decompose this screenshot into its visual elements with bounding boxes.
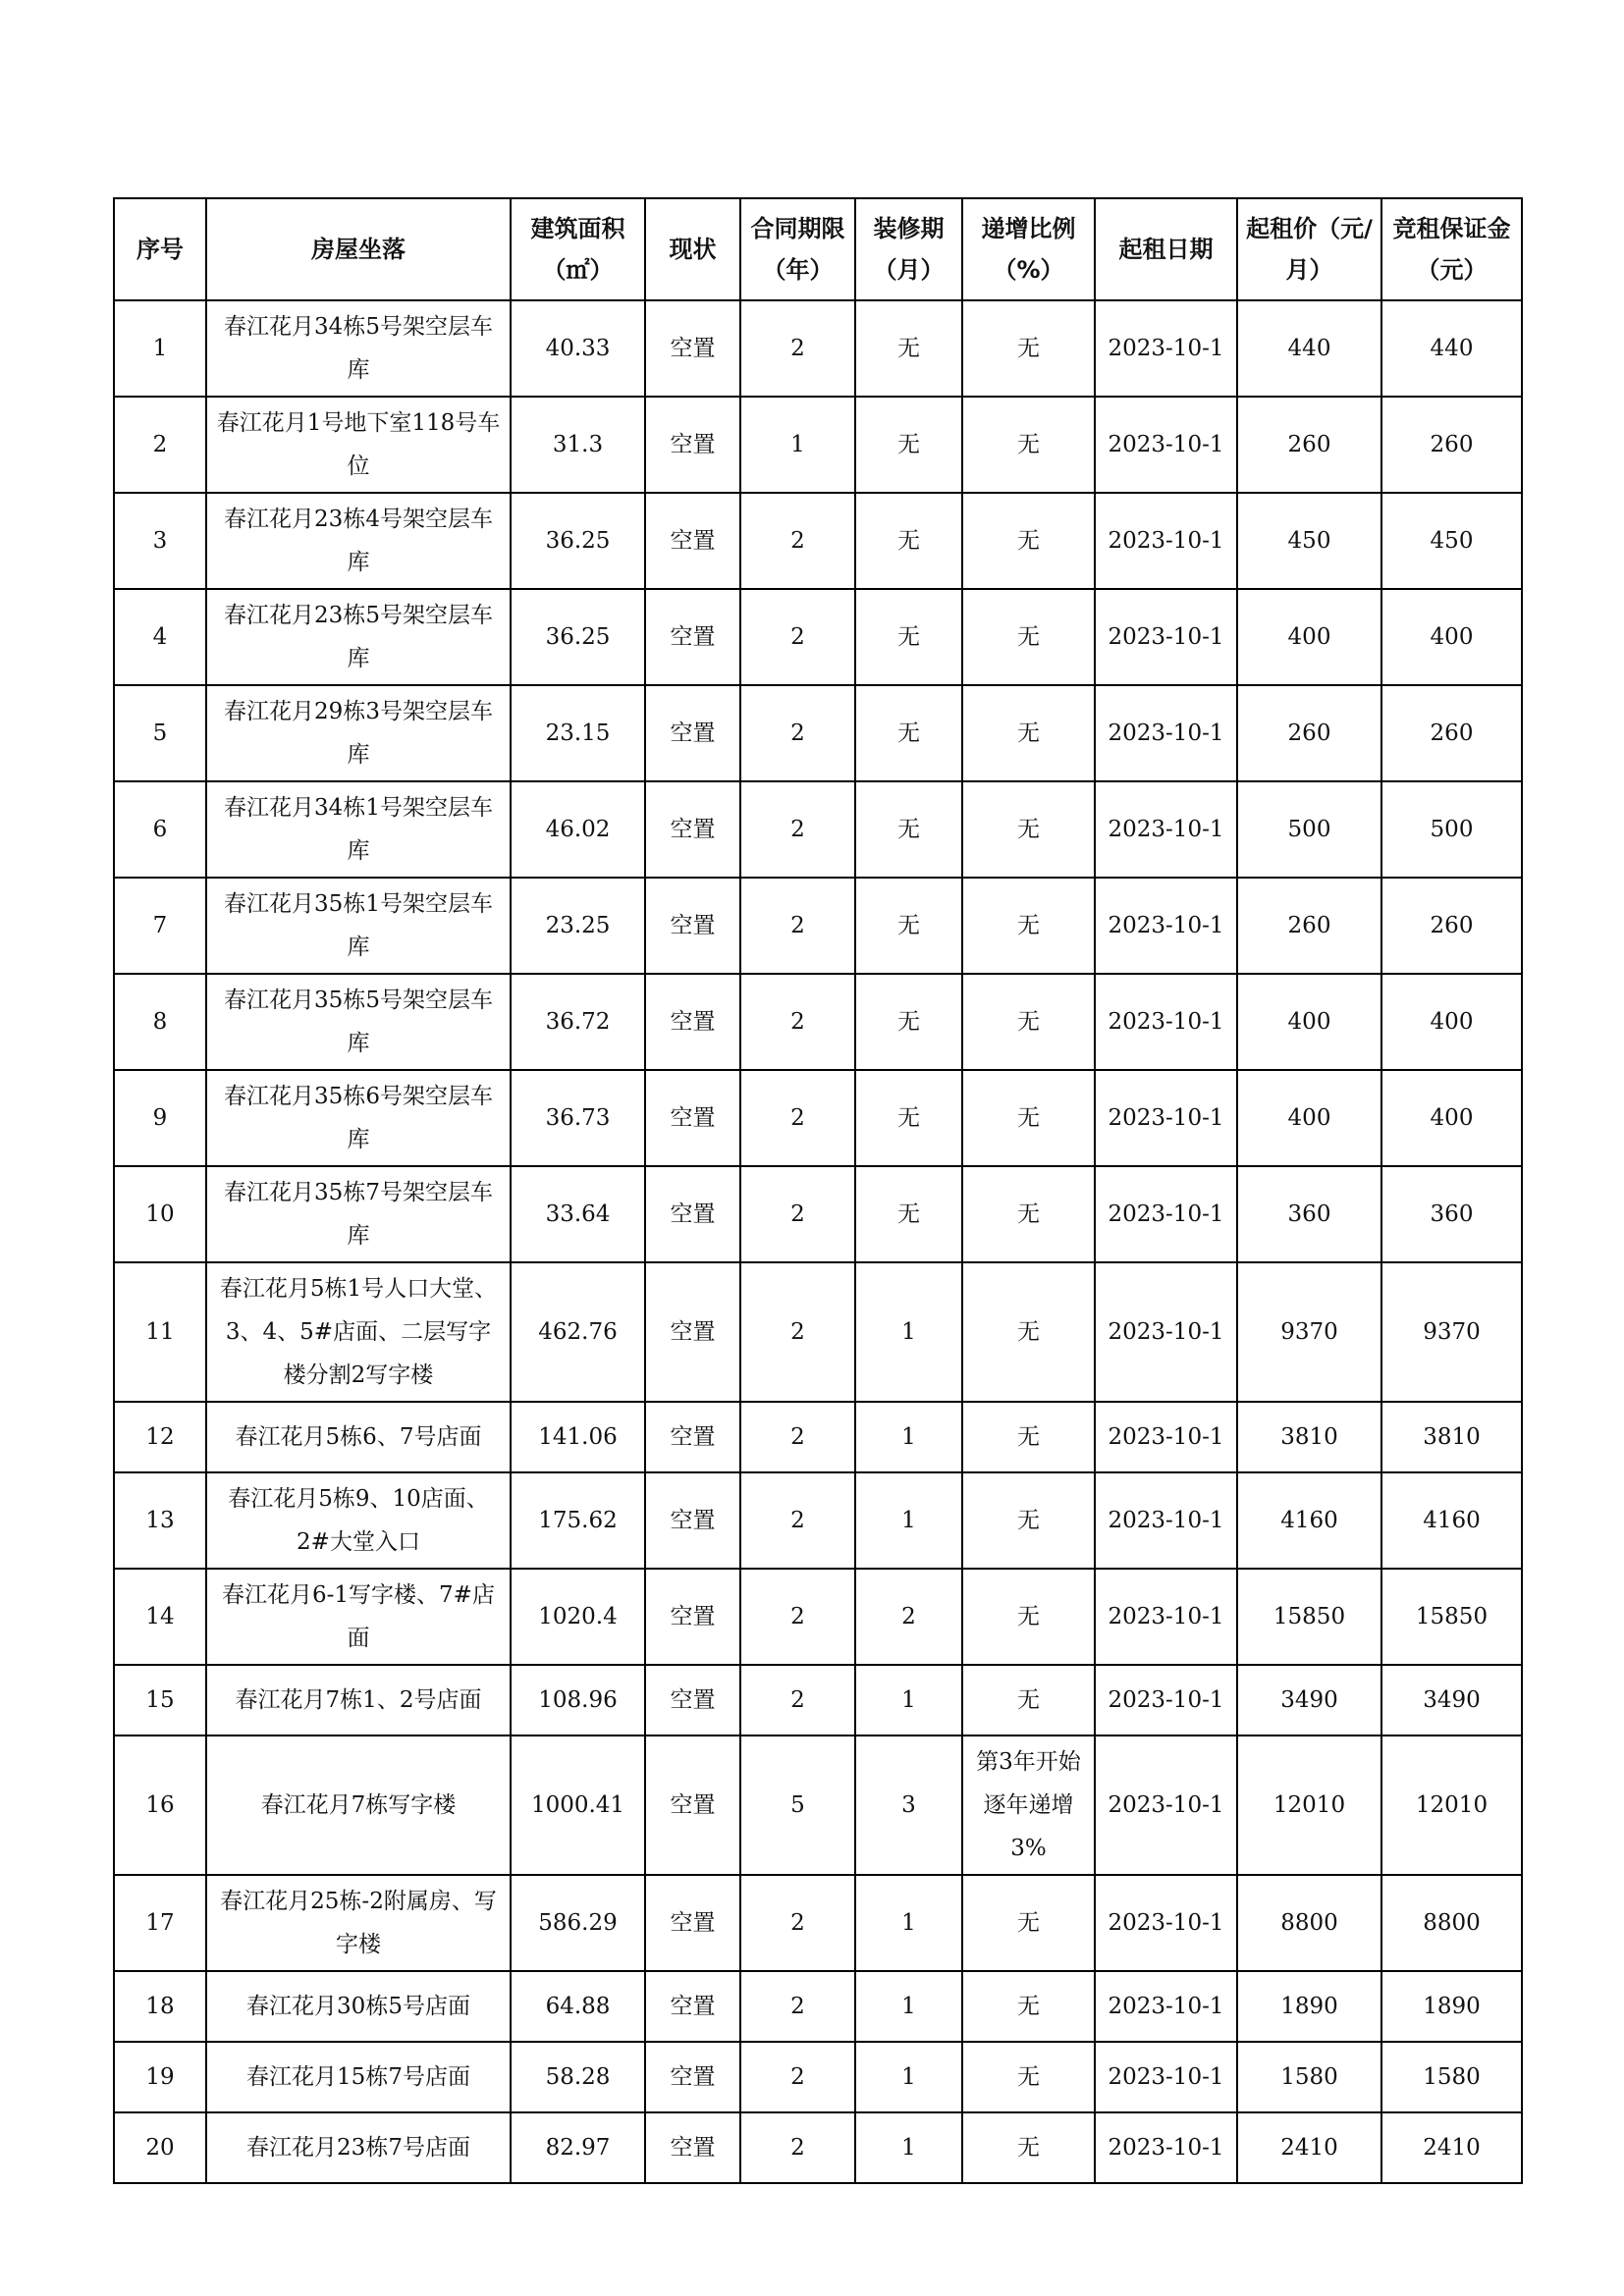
header-index: 序号: [114, 198, 206, 300]
cell-status: 空置: [645, 974, 740, 1070]
cell-starting-rent: 9370: [1237, 1262, 1381, 1402]
cell-increase-ratio: 第3年开始逐年递增3%: [962, 1735, 1095, 1875]
header-location: 房屋坐落: [206, 198, 511, 300]
cell-area: 1020.4: [511, 1569, 645, 1665]
cell-status: 空置: [645, 1735, 740, 1875]
cell-location: 春江花月7栋1、2号店面: [206, 1665, 511, 1735]
cell-starting-rent: 3810: [1237, 1402, 1381, 1472]
table-row: [114, 2042, 1522, 2112]
cell-renovation-period: 1: [855, 1875, 962, 1971]
cell-renovation-period: 无: [855, 685, 962, 781]
rental-listing-table: [113, 197, 1523, 2184]
cell-deposit: 500: [1381, 781, 1522, 878]
header-contract-term: 合同期限（年）: [740, 198, 855, 300]
cell-index: 16: [114, 1735, 206, 1875]
header-status: 现状: [645, 198, 740, 300]
cell-area: 46.02: [511, 781, 645, 878]
cell-index: 5: [114, 685, 206, 781]
cell-renovation-period: 无: [855, 300, 962, 397]
cell-location: 春江花月7栋写字楼: [206, 1735, 511, 1875]
cell-contract-term: 2: [740, 589, 855, 685]
cell-start-date: 2023-10-1: [1095, 1070, 1237, 1166]
cell-contract-term: 2: [740, 974, 855, 1070]
cell-renovation-period: 无: [855, 589, 962, 685]
cell-area: 36.73: [511, 1070, 645, 1166]
cell-index: 13: [114, 1472, 206, 1569]
table-row: [114, 685, 1522, 781]
cell-renovation-period: 1: [855, 1402, 962, 1472]
table-row: [114, 1569, 1522, 1665]
cell-status: 空置: [645, 1070, 740, 1166]
cell-start-date: 2023-10-1: [1095, 781, 1237, 878]
cell-location: 春江花月35栋7号架空层车库: [206, 1166, 511, 1262]
header-renovation-period: 装修期（月）: [855, 198, 962, 300]
cell-area: 31.3: [511, 397, 645, 493]
cell-deposit: 400: [1381, 974, 1522, 1070]
table-row: [114, 300, 1522, 397]
cell-status: 空置: [645, 1402, 740, 1472]
cell-area: 40.33: [511, 300, 645, 397]
cell-area: 141.06: [511, 1402, 645, 1472]
cell-increase-ratio: 无: [962, 1665, 1095, 1735]
cell-starting-rent: 450: [1237, 493, 1381, 589]
cell-location: 春江花月25栋-2附属房、写字楼: [206, 1875, 511, 1971]
cell-renovation-period: 2: [855, 1569, 962, 1665]
header-area: 建筑面积（㎡）: [511, 198, 645, 300]
cell-contract-term: 1: [740, 397, 855, 493]
cell-status: 空置: [645, 589, 740, 685]
cell-location: 春江花月15栋7号店面: [206, 2042, 511, 2112]
cell-renovation-period: 1: [855, 2042, 962, 2112]
cell-index: 19: [114, 2042, 206, 2112]
cell-status: 空置: [645, 685, 740, 781]
cell-start-date: 2023-10-1: [1095, 974, 1237, 1070]
cell-location: 春江花月35栋5号架空层车库: [206, 974, 511, 1070]
cell-starting-rent: 400: [1237, 974, 1381, 1070]
cell-start-date: 2023-10-1: [1095, 1262, 1237, 1402]
cell-location: 春江花月30栋5号店面: [206, 1971, 511, 2042]
cell-index: 11: [114, 1262, 206, 1402]
cell-start-date: 2023-10-1: [1095, 1665, 1237, 1735]
cell-deposit: 260: [1381, 685, 1522, 781]
cell-increase-ratio: 无: [962, 2112, 1095, 2183]
cell-increase-ratio: 无: [962, 493, 1095, 589]
cell-increase-ratio: 无: [962, 685, 1095, 781]
cell-index: 2: [114, 397, 206, 493]
cell-contract-term: 2: [740, 878, 855, 974]
cell-status: 空置: [645, 1875, 740, 1971]
cell-increase-ratio: 无: [962, 781, 1095, 878]
cell-renovation-period: 无: [855, 493, 962, 589]
table-row: [114, 1971, 1522, 2042]
cell-status: 空置: [645, 1262, 740, 1402]
cell-starting-rent: 260: [1237, 878, 1381, 974]
cell-index: 15: [114, 1665, 206, 1735]
table-row: [114, 1262, 1522, 1402]
cell-increase-ratio: 无: [962, 1262, 1095, 1402]
cell-start-date: 2023-10-1: [1095, 1472, 1237, 1569]
cell-contract-term: 2: [740, 781, 855, 878]
cell-start-date: 2023-10-1: [1095, 589, 1237, 685]
table-row: [114, 974, 1522, 1070]
cell-start-date: 2023-10-1: [1095, 1971, 1237, 2042]
cell-deposit: 3490: [1381, 1665, 1522, 1735]
cell-starting-rent: 3490: [1237, 1665, 1381, 1735]
cell-location: 春江花月23栋4号架空层车库: [206, 493, 511, 589]
cell-contract-term: 2: [740, 2112, 855, 2183]
cell-starting-rent: 12010: [1237, 1735, 1381, 1875]
cell-starting-rent: 260: [1237, 397, 1381, 493]
cell-renovation-period: 无: [855, 1166, 962, 1262]
cell-area: 33.64: [511, 1166, 645, 1262]
cell-contract-term: 2: [740, 1472, 855, 1569]
cell-renovation-period: 1: [855, 1472, 962, 1569]
cell-location: 春江花月23栋5号架空层车库: [206, 589, 511, 685]
cell-area: 1000.41: [511, 1735, 645, 1875]
cell-index: 12: [114, 1402, 206, 1472]
cell-contract-term: 2: [740, 1402, 855, 1472]
table-row: [114, 781, 1522, 878]
cell-contract-term: 2: [740, 300, 855, 397]
cell-status: 空置: [645, 397, 740, 493]
cell-starting-rent: 1890: [1237, 1971, 1381, 2042]
cell-deposit: 1580: [1381, 2042, 1522, 2112]
cell-location: 春江花月35栋6号架空层车库: [206, 1070, 511, 1166]
cell-deposit: 8800: [1381, 1875, 1522, 1971]
cell-renovation-period: 1: [855, 2112, 962, 2183]
table-row: [114, 397, 1522, 493]
cell-index: 4: [114, 589, 206, 685]
cell-contract-term: 2: [740, 1665, 855, 1735]
cell-location: 春江花月23栋7号店面: [206, 2112, 511, 2183]
cell-increase-ratio: 无: [962, 589, 1095, 685]
cell-location: 春江花月35栋1号架空层车库: [206, 878, 511, 974]
cell-area: 175.62: [511, 1472, 645, 1569]
cell-area: 82.97: [511, 2112, 645, 2183]
cell-renovation-period: 3: [855, 1735, 962, 1875]
cell-index: 1: [114, 300, 206, 397]
cell-deposit: 15850: [1381, 1569, 1522, 1665]
cell-renovation-period: 无: [855, 397, 962, 493]
cell-location: 春江花月5栋9、10店面、2#大堂入口: [206, 1472, 511, 1569]
table-row: [114, 1070, 1522, 1166]
cell-increase-ratio: 无: [962, 397, 1095, 493]
cell-deposit: 2410: [1381, 2112, 1522, 2183]
cell-contract-term: 2: [740, 685, 855, 781]
cell-status: 空置: [645, 2112, 740, 2183]
cell-status: 空置: [645, 493, 740, 589]
cell-status: 空置: [645, 2042, 740, 2112]
cell-area: 36.25: [511, 493, 645, 589]
cell-contract-term: 2: [740, 2042, 855, 2112]
cell-start-date: 2023-10-1: [1095, 300, 1237, 397]
rental-listing-table-container: [113, 197, 1521, 2184]
cell-increase-ratio: 无: [962, 1875, 1095, 1971]
cell-starting-rent: 500: [1237, 781, 1381, 878]
table-row: [114, 878, 1522, 974]
cell-status: 空置: [645, 300, 740, 397]
cell-starting-rent: 15850: [1237, 1569, 1381, 1665]
cell-deposit: 260: [1381, 878, 1522, 974]
cell-contract-term: 2: [740, 1166, 855, 1262]
cell-index: 20: [114, 2112, 206, 2183]
cell-index: 17: [114, 1875, 206, 1971]
cell-area: 23.15: [511, 685, 645, 781]
cell-starting-rent: 1580: [1237, 2042, 1381, 2112]
cell-area: 58.28: [511, 2042, 645, 2112]
header-deposit: 竞租保证金（元）: [1381, 198, 1522, 300]
cell-start-date: 2023-10-1: [1095, 878, 1237, 974]
cell-status: 空置: [645, 1166, 740, 1262]
cell-contract-term: 5: [740, 1735, 855, 1875]
cell-renovation-period: 1: [855, 1262, 962, 1402]
cell-index: 6: [114, 781, 206, 878]
cell-contract-term: 2: [740, 1262, 855, 1402]
cell-area: 36.25: [511, 589, 645, 685]
cell-status: 空置: [645, 781, 740, 878]
cell-contract-term: 2: [740, 1875, 855, 1971]
cell-starting-rent: 2410: [1237, 2112, 1381, 2183]
cell-increase-ratio: 无: [962, 1569, 1095, 1665]
table-body: [114, 300, 1522, 2183]
cell-renovation-period: 无: [855, 974, 962, 1070]
cell-area: 23.25: [511, 878, 645, 974]
cell-index: 8: [114, 974, 206, 1070]
cell-index: 7: [114, 878, 206, 974]
cell-location: 春江花月34栋5号架空层车库: [206, 300, 511, 397]
cell-increase-ratio: 无: [962, 1070, 1095, 1166]
cell-location: 春江花月34栋1号架空层车库: [206, 781, 511, 878]
cell-contract-term: 2: [740, 493, 855, 589]
cell-deposit: 400: [1381, 589, 1522, 685]
table-row: [114, 1402, 1522, 1472]
cell-index: 18: [114, 1971, 206, 2042]
cell-status: 空置: [645, 1472, 740, 1569]
cell-start-date: 2023-10-1: [1095, 1402, 1237, 1472]
cell-contract-term: 2: [740, 1070, 855, 1166]
cell-renovation-period: 1: [855, 1971, 962, 2042]
cell-contract-term: 2: [740, 1971, 855, 2042]
cell-renovation-period: 无: [855, 781, 962, 878]
cell-area: 108.96: [511, 1665, 645, 1735]
cell-starting-rent: 8800: [1237, 1875, 1381, 1971]
cell-deposit: 400: [1381, 1070, 1522, 1166]
cell-start-date: 2023-10-1: [1095, 1735, 1237, 1875]
cell-deposit: 360: [1381, 1166, 1522, 1262]
cell-deposit: 12010: [1381, 1735, 1522, 1875]
cell-deposit: 450: [1381, 493, 1522, 589]
table-row: [114, 1472, 1522, 1569]
cell-starting-rent: 4160: [1237, 1472, 1381, 1569]
cell-deposit: 3810: [1381, 1402, 1522, 1472]
cell-contract-term: 2: [740, 1569, 855, 1665]
cell-start-date: 2023-10-1: [1095, 2112, 1237, 2183]
cell-index: 9: [114, 1070, 206, 1166]
cell-renovation-period: 无: [855, 1070, 962, 1166]
cell-index: 3: [114, 493, 206, 589]
cell-deposit: 9370: [1381, 1262, 1522, 1402]
cell-increase-ratio: 无: [962, 300, 1095, 397]
cell-location: 春江花月5栋1号人口大堂、3、4、5#店面、二层写字楼分割2写字楼: [206, 1262, 511, 1402]
table-row: [114, 1166, 1522, 1262]
cell-deposit: 440: [1381, 300, 1522, 397]
cell-start-date: 2023-10-1: [1095, 2042, 1237, 2112]
cell-area: 586.29: [511, 1875, 645, 1971]
table-row: [114, 1735, 1522, 1875]
cell-deposit: 4160: [1381, 1472, 1522, 1569]
cell-starting-rent: 260: [1237, 685, 1381, 781]
table-header-row: [114, 198, 1522, 300]
cell-start-date: 2023-10-1: [1095, 1569, 1237, 1665]
cell-starting-rent: 360: [1237, 1166, 1381, 1262]
table-row: [114, 493, 1522, 589]
cell-start-date: 2023-10-1: [1095, 1875, 1237, 1971]
table-row: [114, 589, 1522, 685]
cell-increase-ratio: 无: [962, 1402, 1095, 1472]
cell-location: 春江花月6-1写字楼、7#店面: [206, 1569, 511, 1665]
cell-location: 春江花月1号地下室118号车位: [206, 397, 511, 493]
cell-increase-ratio: 无: [962, 1166, 1095, 1262]
cell-start-date: 2023-10-1: [1095, 397, 1237, 493]
header-start-date: 起租日期: [1095, 198, 1237, 300]
header-starting-rent: 起租价（元/月）: [1237, 198, 1381, 300]
cell-increase-ratio: 无: [962, 1971, 1095, 2042]
cell-area: 36.72: [511, 974, 645, 1070]
cell-starting-rent: 400: [1237, 1070, 1381, 1166]
cell-increase-ratio: 无: [962, 878, 1095, 974]
cell-location: 春江花月5栋6、7号店面: [206, 1402, 511, 1472]
cell-starting-rent: 440: [1237, 300, 1381, 397]
cell-area: 64.88: [511, 1971, 645, 2042]
cell-area: 462.76: [511, 1262, 645, 1402]
cell-renovation-period: 无: [855, 878, 962, 974]
table-row: [114, 2112, 1522, 2183]
cell-increase-ratio: 无: [962, 1472, 1095, 1569]
cell-renovation-period: 1: [855, 1665, 962, 1735]
cell-deposit: 1890: [1381, 1971, 1522, 2042]
cell-index: 10: [114, 1166, 206, 1262]
cell-start-date: 2023-10-1: [1095, 493, 1237, 589]
cell-deposit: 260: [1381, 397, 1522, 493]
cell-increase-ratio: 无: [962, 974, 1095, 1070]
cell-status: 空置: [645, 1665, 740, 1735]
table-row: [114, 1665, 1522, 1735]
cell-increase-ratio: 无: [962, 2042, 1095, 2112]
cell-status: 空置: [645, 1971, 740, 2042]
cell-index: 14: [114, 1569, 206, 1665]
cell-start-date: 2023-10-1: [1095, 1166, 1237, 1262]
table-row: [114, 1875, 1522, 1971]
cell-starting-rent: 400: [1237, 589, 1381, 685]
cell-location: 春江花月29栋3号架空层车库: [206, 685, 511, 781]
cell-status: 空置: [645, 878, 740, 974]
cell-status: 空置: [645, 1569, 740, 1665]
header-increase-ratio: 递增比例（%）: [962, 198, 1095, 300]
cell-start-date: 2023-10-1: [1095, 685, 1237, 781]
